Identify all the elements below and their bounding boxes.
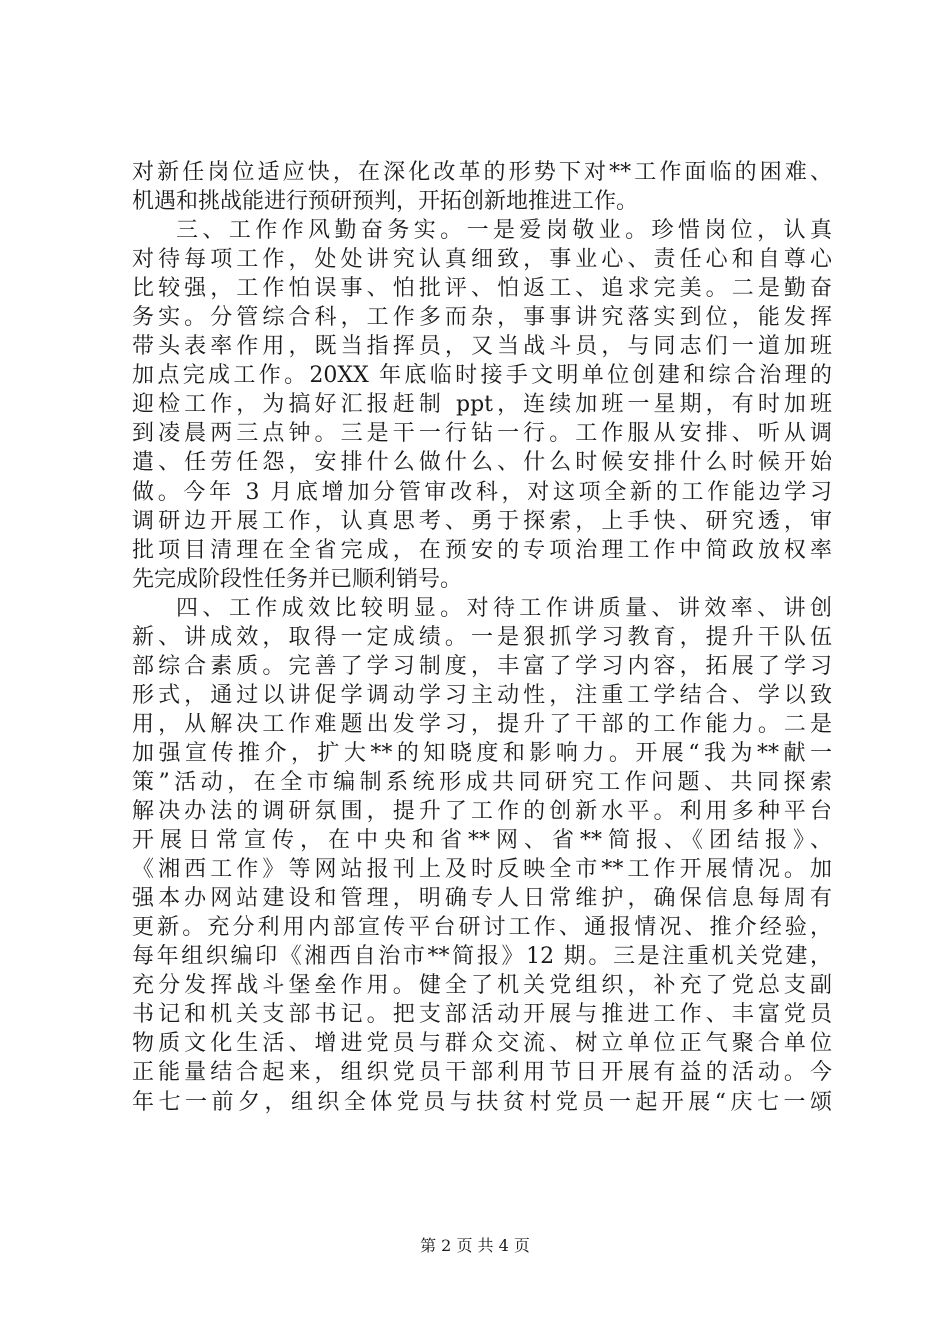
text-line: 务实。分管综合科，工作多而杂，事事讲究落实到位，能发挥 [132,305,832,331]
text-line: 年七一前夕，组织全体党员与扶贫村党员一起开展“庆七一颂 [132,1089,832,1115]
text-line: 遣、任劳任怨，安排什么做什么、什么时候安排什么时候开始 [132,450,832,476]
text-line: 对待每项工作，处处讲究认真细致，事业心、责任心和自尊心 [132,247,832,273]
text-line: 正能量结合起来，组织党员干部利用节日开展有益的活动。今 [132,1060,832,1086]
text-line: 策”活动，在全市编制系统形成共同研究工作问题、共同探索 [132,769,832,795]
text-line: 物质文化生活、增进党员与群众交流、树立单位正气聚合单位 [132,1031,832,1057]
text-line: 四、工作成效比较明显。对待工作讲质量、讲效率、讲创 [176,595,832,621]
text-line: 开展日常宣传，在中央和省**网、省**简报、《团结报》、 [132,828,832,854]
text-line: 更新。充分利用内部宣传平台研讨工作、通报情况、推介经验， [132,915,832,941]
text-line: 做。今年 3 月底增加分管审改科，对这项全新的工作能边学习 [132,479,832,505]
text-line: 三、工作作风勤奋务实。一是爱岗敬业。珍惜岗位，认真 [176,218,832,244]
text-line: 对新任岗位适应快，在深化改革的形势下对**工作面临的困难、 [132,160,832,185]
text-line: 新、讲成效，取得一定成绩。一是狠抓学习教育，提升干队伍 [132,624,832,650]
text-line: 加强宣传推介，扩大**的知晓度和影响力。开展“我为**献一 [132,740,832,766]
text-line: 部综合素质。完善了学习制度，丰富了学习内容，拓展了学习 [132,653,832,679]
text-line: 《湘西工作》等网站报刊上及时反映全市**工作开展情况。加 [132,857,832,883]
text-line: 比较强，工作怕误事、怕批评、怕返工、追求完美。二是勤奋 [132,276,832,302]
text-line: 书记和机关支部书记。把支部活动开展与推进工作、丰富党员 [132,1002,832,1028]
text-line: 到凌晨两三点钟。三是干一行钻一行。工作服从安排、听从调 [132,421,832,447]
text-line: 充分发挥战斗堡垒作用。健全了机关党组织，补充了党总支副 [132,973,832,999]
text-line: 用，从解决工作难题出发学习，提升了干部的工作能力。二是 [132,711,832,737]
text-line: 先完成阶段性任务并已顺利销号。 [132,566,463,592]
text-line: 调研边开展工作，认真思考、勇于探索，上手快、研究透，审 [132,508,832,534]
text-line: 每年组织编印《湘西自治市**简报》12 期。三是注重机关党建， [132,944,832,970]
text-line: 形式，通过以讲促学调动学习主动性，注重工学结合、学以致 [132,682,832,708]
text-line: 带头表率作用，既当指挥员，又当战斗员，与同志们一道加班 [132,334,832,360]
text-line: 加点完成工作。20XX 年底临时接手文明单位创建和综合治理的 [132,363,832,389]
text-line: 迎检工作，为搞好汇报赶制 ppt，连续加班一星期，有时加班 [132,392,832,418]
body-text [132,158,832,1117]
text-line: 批项目清理在全省完成，在预安的专项治理工作中简政放权率 [132,537,832,563]
text-line: 解决办法的调研氛围，提升了工作的创新水平。利用多种平台 [132,799,832,825]
page-footer: 第 2 页 共 4 页 [420,1236,530,1255]
text-line: 机遇和挑战能进行预研预判，开拓创新地推进工作。 [132,189,639,215]
text-line: 强本办网站建设和管理，明确专人日常维护，确保信息每周有 [132,886,832,912]
